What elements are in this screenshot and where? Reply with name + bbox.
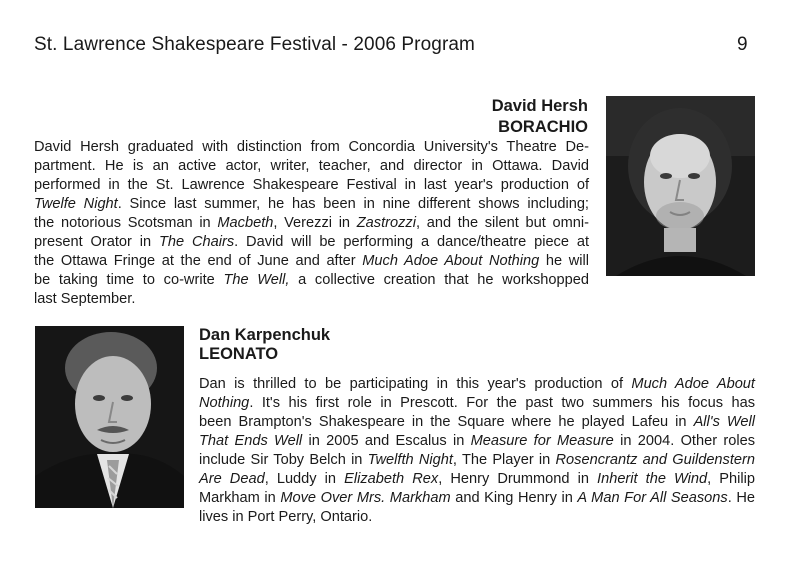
bio-name-david-hersh: David Hersh [491,97,588,115]
page-header-title: St. Lawrence Shakespeare Festival - 2006 Program [34,34,475,55]
bio-name-dan-karpenchuk: Dan Karpenchuk [199,326,331,344]
bio-line: partment. He is an active actor, writer, teacher, and director in Ottawa. David [34,158,589,174]
bio-line: last September. [34,291,136,307]
bio-line: been Brampton's Shakespeare in the Square where he played Lafeu in All's Well [199,414,755,430]
bio-line: performed in the St. Lawrence Shakespeare Festival in last year's production of [34,177,589,193]
page-number: 9 [737,34,748,55]
bio-line: Are Dead, Luddy in Elizabeth Rex, Henry Drummond in Inherit the Wind, Philip [199,471,756,487]
bio-line: Dan is thrilled to be participating in this year's production of Much Adoe About [199,376,755,392]
portrait-photo-david-hersh [606,96,755,276]
bio-line: Nothing. It's his first role in Prescott. For the past two summers his focus has [199,395,755,411]
bio-text-dan-karpenchuk [199,375,755,527]
portrait-photo-dan-karpenchuk [35,326,184,508]
bio-line: the Ottawa Fringe at the end of June and after Much Adoe About Nothing he will [34,253,590,269]
bio-line: include Sir Toby Belch in Twelfth Night, The Player in Rosencrantz and Guildenstern [199,452,755,468]
bio-line: the notorious Scotsman in Macbeth, Verezzi in Zastrozzi, and the silent but omni- [34,215,590,231]
bio-line: Markham in Move Over Mrs. Markham and King Henry in A Man For All Seasons. He [199,490,755,506]
bio-text-david-hersh [34,138,589,309]
bio-line: present Orator in The Chairs. David will be performing a dance/theatre piece at [34,234,589,250]
bio-line: be taking time to co-write The Well, a collective creation that he workshopped [34,272,589,288]
bio-role-leonato: LEONATO [199,345,279,363]
bio-line: Twelfe Night. Since last summer, he has been in nine different shows including; [34,196,589,212]
bio-line: lives in Port Perry, Ontario. [199,509,373,525]
bio-role-borachio: BORACHIO [498,118,588,136]
bio-line: David Hersh graduated with distinction from Concordia University's Theatre De- [34,139,589,155]
bio-line: That Ends Well in 2005 and Escalus in Measure for Measure in 2004. Other roles [199,433,755,449]
